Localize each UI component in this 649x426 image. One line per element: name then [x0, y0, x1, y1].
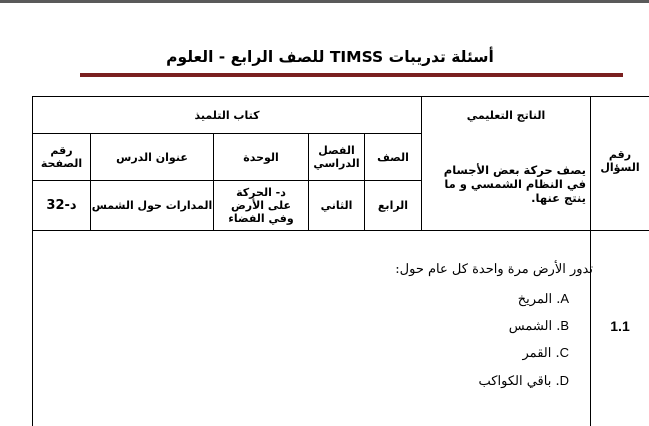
- semester-value: الثاني: [320, 199, 353, 212]
- grade-value: الرابع: [377, 199, 409, 212]
- option-d[interactable]: D. باقي الكواكب: [478, 373, 569, 389]
- header-question-number: رقم السؤال: [600, 148, 640, 174]
- option-letter: B: [560, 318, 569, 333]
- title-underline: [80, 73, 623, 77]
- option-c[interactable]: C. القمر: [522, 345, 569, 361]
- header-page-number: رقم الصفحة: [40, 144, 83, 170]
- option-text: الشمس: [508, 319, 553, 334]
- header-lesson-title: عنوان الدرس: [116, 150, 188, 164]
- header-semester: الفصل الدراسي: [313, 144, 360, 170]
- option-letter: D: [559, 373, 569, 388]
- header-learning-outcome: الناتج التعليمي: [466, 108, 546, 122]
- option-text: باقي الكواكب: [478, 374, 552, 389]
- option-text: المريخ: [517, 292, 553, 307]
- page-number: د-32: [46, 198, 77, 213]
- option-text: القمر: [522, 346, 552, 361]
- question-text: تدور الأرض مرة واحدة كل عام حول:: [395, 262, 593, 277]
- option-b[interactable]: B. الشمس: [508, 318, 569, 334]
- header-unit: الوحدة: [243, 150, 279, 164]
- top-border: [0, 0, 649, 3]
- header-student-book: كتاب التلميذ: [194, 108, 260, 122]
- option-letter: A: [560, 291, 569, 306]
- question-number: 1.1: [610, 317, 630, 334]
- unit-name: د- الحركة على الأرض وفي الفضاء: [228, 186, 294, 225]
- option-letter: C: [559, 345, 569, 360]
- lesson-title: المدارات حول الشمس: [91, 199, 213, 212]
- page-title: أسئلة تدريبات TIMSS للصف الرابع - العلوم: [166, 48, 494, 66]
- option-a[interactable]: A. المريخ: [517, 291, 569, 307]
- header-grade: الصف: [377, 150, 409, 164]
- learning-outcome-text: يصف حركة بعض الأجسام في النظام الشمسي و ما ينتج عنها.: [443, 163, 586, 205]
